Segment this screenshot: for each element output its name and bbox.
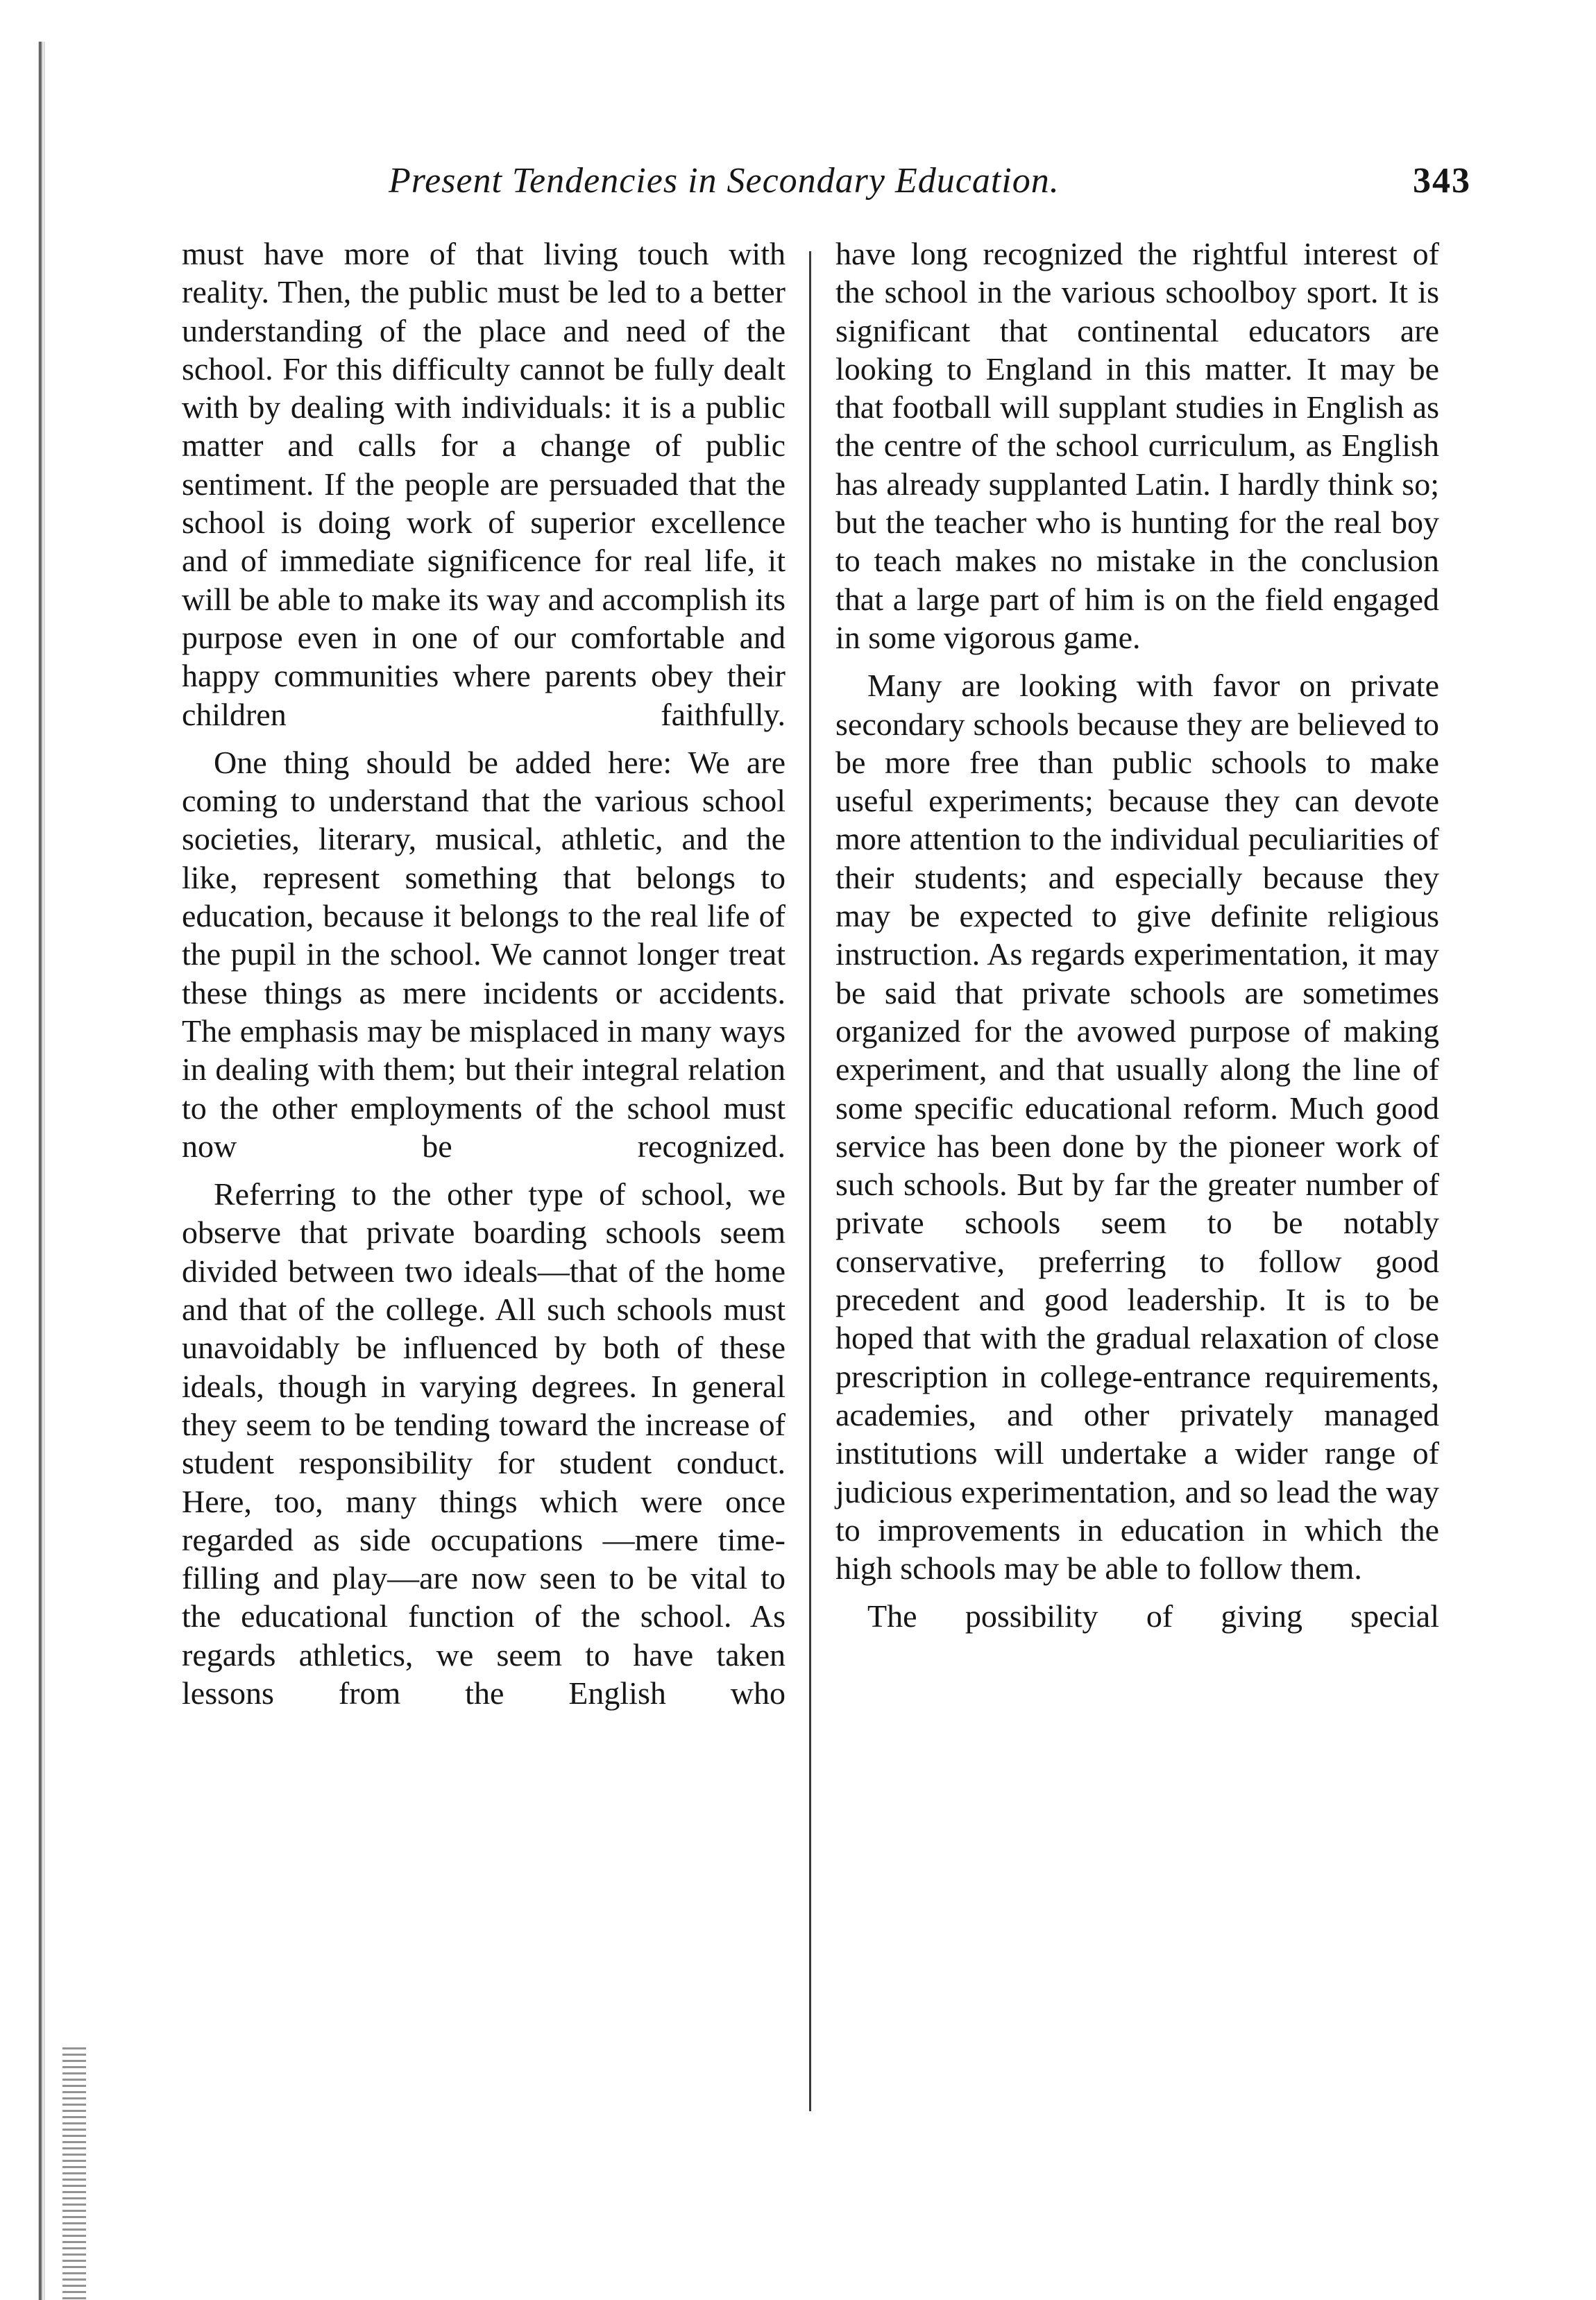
binding-edge [38,42,45,2300]
binding-edge-shadow [62,2047,86,2300]
paragraph: Referring to the other type of school, we observe that private boarding schools seem divided between two ideals—that of the home and that of the college. All such schools must unavoidably be influenced by both of these ideals, though in varying degrees. In general they seem to be tending toward the increase of student responsibility for student conduct. Here, too, many things which were once regarded as side occupations —mere time-filling and play—are now seen to be vital to the educational function of the school. As regards athletics, we seem to have taken lessons from the English who [182,1176,786,1711]
running-head [389,157,1471,205]
paragraph: Many are looking with favor on private secondary schools because they are believed to be more free than public schools to make useful experiments; because they can devote more attention to the individual peculiarities of their students; and especially because they may be expected to give definite religious instruction. As regards experimentation, it may be said that private schools are sometimes organized for the avowed purpose of making experiment, and that usually along the line of some specific educational reform. Much good service has been done by the pioneer work of such schools. But by far the greater number of private schools seem to be notably conservative, preferring to follow good precedent and good leadership. It is to be hoped that with the gradual relaxation of close prescription in college-entrance requirements, academies, and other privately managed institutions will undertake a wider range of judicious experimentation, and so lead the way to improvements in education in which the high schools may be able to follow them. [835,668,1439,1587]
paragraph: One thing should be added here: We are coming to understand that the various school societies, literary, musical, athletic, and the like, represent something that belongs to education, because it belongs to the real life of the pupil in the school. We cannot longer treat these things as mere incidents or accidents. The emphasis may be misplaced in many ways in dealing with them; but their integral relation to the other employments of the school must now be recognized. [182,744,786,1164]
column-rule [809,251,811,2111]
paragraph: must have more of that living touch with reality. Then, the public must be led to a better understanding of the place and need of the school. For this difficulty cannot be fully dealt with by dealing with individuals: it is a public matter and calls for a change of public sentiment. If the people are persuaded that the school is doing work of superior excellence and of immediate significence for real life, it will be able to make its way and accomplish its purpose even in one of our comfortable and happy communities where parents obey their children faithfully. [182,236,786,732]
paragraph: have long recognized the rightful interest of the school in the various schoolboy sport. It is significant that continental educators are looking to England in this matter. It may be that football will supplant studies in English as the centre of the school curriculum, as English has already supplanted Latin. I hardly think so; but the teacher who is hunting for the real boy to teach makes no mistake in the conclusion that a large part of him is on the field engaged in some vigorous game. [835,236,1439,655]
page-number: 343 [1413,161,1471,201]
running-title: Present Tendencies in Secondary Education. [389,161,1060,201]
paragraph: The possibility of giving special [867,1598,1439,1634]
right-column [835,235,1439,1646]
left-column [182,235,786,1722]
